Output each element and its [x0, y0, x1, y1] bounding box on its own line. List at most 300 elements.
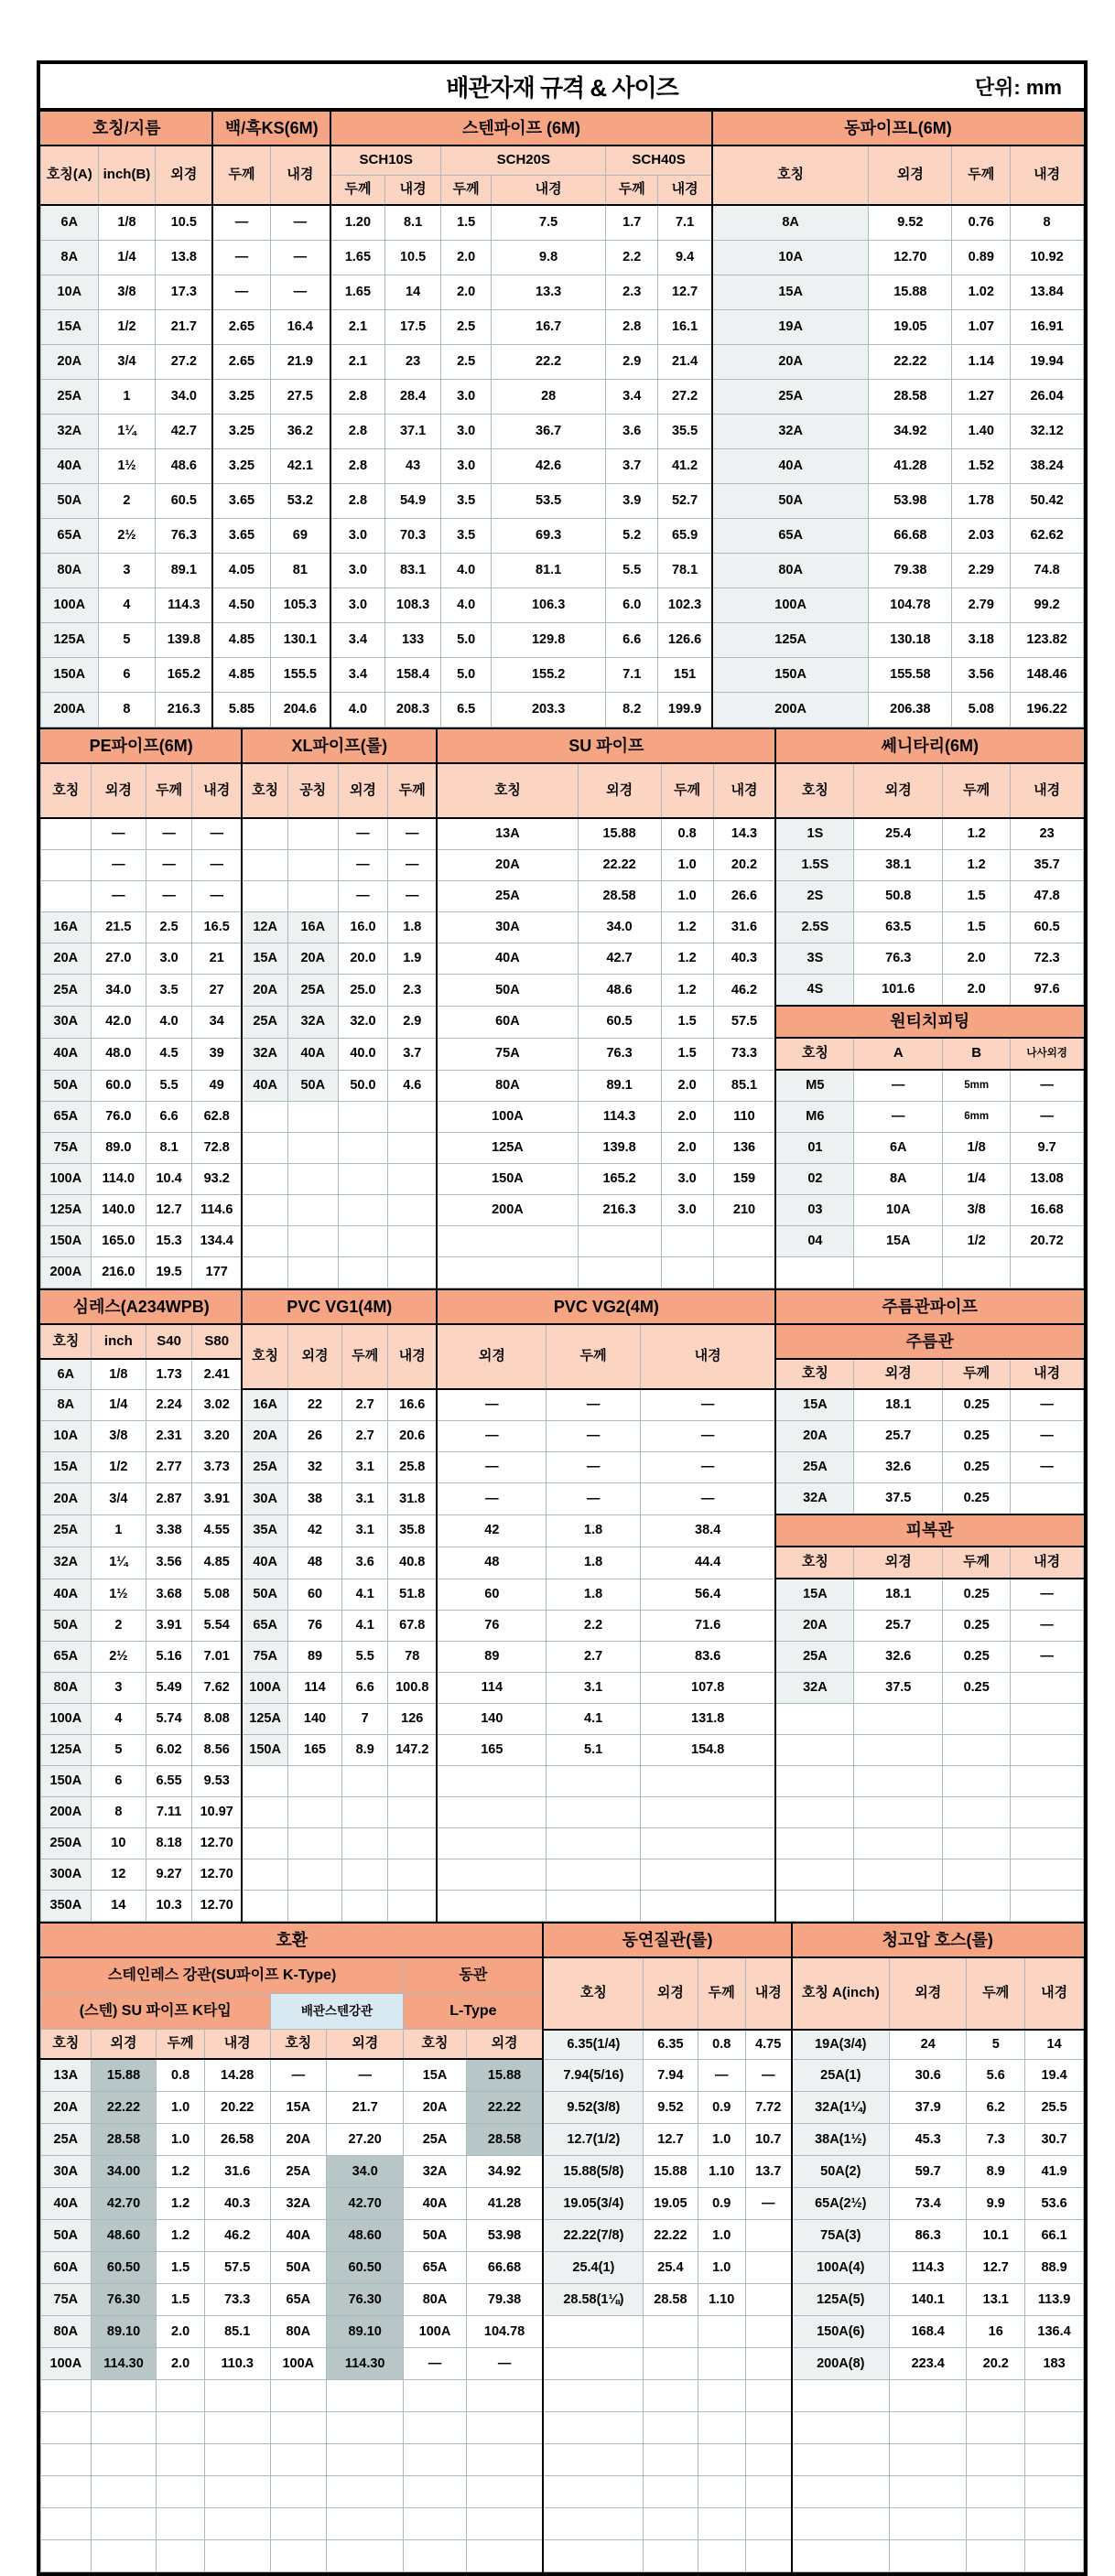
data-cell: 60A	[41, 2252, 92, 2284]
data-cell: 300A	[41, 1859, 92, 1891]
data-cell: 89.1	[578, 1070, 661, 1102]
table-body-4	[41, 1923, 1084, 2572]
data-cell: —	[547, 1452, 641, 1483]
data-cell: 3.0	[330, 554, 384, 588]
data-cell: 62.8	[192, 1102, 243, 1133]
data-cell: 8.1	[384, 205, 441, 241]
data-cell: 9.52	[869, 205, 952, 241]
data-cell	[287, 1102, 338, 1133]
data-cell: 100A	[41, 1164, 92, 1195]
data-cell: 15A	[41, 1452, 92, 1483]
data-cell	[578, 1257, 661, 1288]
data-cell: 2.31	[146, 1421, 192, 1452]
data-cell: 0.25	[943, 1642, 1011, 1673]
data-cell	[41, 2380, 92, 2412]
column-header-cell: 내경	[1011, 763, 1084, 818]
data-cell: 36.2	[270, 415, 330, 449]
data-cell: 3.20	[192, 1421, 243, 1452]
data-cell: 22.22	[578, 850, 661, 881]
data-cell: 86.3	[890, 2220, 967, 2252]
column-header-cell: 외경	[466, 2030, 543, 2060]
section-header-cell: XL파이프(롤)	[242, 728, 437, 763]
data-cell	[698, 2508, 745, 2540]
data-cell: 3.65	[212, 484, 270, 519]
data-cell: 3.7	[606, 449, 658, 484]
data-cell: 21	[192, 943, 243, 975]
data-cell: 155.58	[869, 658, 952, 693]
data-cell: 100.8	[388, 1673, 438, 1704]
data-cell	[775, 1735, 853, 1766]
data-cell: 15.88	[869, 275, 952, 310]
data-cell: 32A	[41, 415, 99, 449]
data-cell	[543, 2412, 643, 2444]
data-cell: 1.8	[547, 1514, 641, 1547]
data-cell	[41, 2412, 92, 2444]
data-cell: 41.28	[466, 2188, 543, 2220]
section-header-cell: 동연질관(롤)	[543, 1923, 791, 1957]
data-cell: 4.1	[547, 1704, 641, 1735]
data-cell	[644, 2476, 698, 2508]
data-cell: 3.1	[342, 1514, 388, 1547]
data-cell: 19.4	[1025, 2059, 1084, 2092]
data-cell: 2.8	[606, 310, 658, 345]
data-cell	[388, 1195, 438, 1226]
data-cell: 3.5	[441, 484, 492, 519]
column-header-cell: 두께	[661, 763, 713, 818]
column-header-cell: 호칭	[775, 1359, 853, 1389]
data-cell: 67.8	[388, 1611, 438, 1642]
data-cell: 30A	[41, 2156, 92, 2188]
data-cell: 37.9	[890, 2092, 967, 2124]
data-cell: 200A	[437, 1195, 578, 1226]
data-cell	[1011, 1257, 1084, 1288]
data-cell: 2.0	[661, 1133, 713, 1164]
data-cell	[404, 2412, 466, 2444]
column-header-cell: 두께	[388, 763, 438, 818]
data-cell: 100A	[242, 1673, 287, 1704]
data-cell: 2	[91, 1611, 146, 1642]
column-header-cell: 내경	[745, 1957, 791, 2030]
data-cell: 60A	[437, 1006, 578, 1038]
column-header-cell: 내경	[204, 2030, 270, 2060]
data-cell: 4.50	[212, 588, 270, 623]
data-cell: 20A	[404, 2092, 466, 2124]
data-cell: 114.3	[890, 2252, 967, 2284]
data-cell: —	[270, 2059, 327, 2092]
data-cell: 75A	[41, 1133, 92, 1164]
data-cell: 60.5	[1011, 912, 1084, 943]
data-cell: 15A	[712, 275, 869, 310]
data-cell: 6.5	[441, 693, 492, 728]
data-cell: 50A	[41, 484, 99, 519]
data-cell: 106.3	[492, 588, 606, 623]
data-cell: 83.1	[384, 554, 441, 588]
data-cell: 10A	[41, 275, 99, 310]
data-cell: 89.0	[91, 1133, 146, 1164]
data-cell: 1.14	[952, 345, 1011, 380]
data-cell: 10.4	[146, 1164, 192, 1195]
data-cell	[342, 1891, 388, 1922]
data-cell: 20A	[242, 975, 287, 1007]
data-cell	[41, 2444, 92, 2476]
data-cell: 0.9	[698, 2188, 745, 2220]
data-cell: 26.6	[713, 881, 775, 912]
column-header-cell: 두께	[547, 1324, 641, 1389]
data-cell: 36.7	[492, 415, 606, 449]
data-cell: 19.94	[1011, 345, 1084, 380]
data-cell: 199.9	[658, 693, 712, 728]
data-cell	[644, 2540, 698, 2572]
data-cell: 76.0	[91, 1102, 146, 1133]
data-cell: 2.0	[441, 275, 492, 310]
data-cell	[157, 2380, 204, 2412]
data-cell: —	[146, 818, 192, 850]
data-cell	[41, 850, 92, 881]
data-cell: 2.29	[952, 554, 1011, 588]
data-cell: 8.08	[192, 1704, 243, 1735]
data-cell: 25A	[270, 2156, 327, 2188]
data-cell: 2.7	[547, 1642, 641, 1673]
data-cell: 34.0	[91, 975, 146, 1007]
data-cell: 2.8	[330, 449, 384, 484]
data-cell	[327, 2412, 404, 2444]
data-cell: 18.1	[854, 1579, 943, 1611]
data-cell: 28.58	[466, 2124, 543, 2156]
data-cell: 25A	[712, 380, 869, 415]
section-header-cell: 심레스(A234WPB)	[41, 1289, 243, 1324]
data-cell: 32A	[270, 2188, 327, 2220]
data-cell: 20.0	[338, 943, 388, 975]
data-cell: 48	[437, 1547, 547, 1579]
data-cell: 40A	[242, 1070, 287, 1102]
data-cell	[242, 818, 287, 850]
data-cell	[890, 2380, 967, 2412]
data-cell	[1025, 2540, 1084, 2572]
data-cell: —	[270, 275, 330, 310]
data-cell: 10.3	[146, 1891, 192, 1922]
data-cell: 16A	[41, 912, 92, 943]
data-cell: 200A	[41, 693, 99, 728]
data-cell	[792, 2380, 890, 2412]
data-cell	[338, 1257, 388, 1288]
column-header-cell: 내경	[492, 176, 606, 206]
data-cell: 48.6	[156, 449, 213, 484]
data-cell	[943, 1828, 1011, 1859]
data-cell	[270, 2444, 327, 2476]
data-cell: 3.56	[146, 1547, 192, 1579]
unit-label: 단위: mm	[974, 75, 1062, 99]
data-cell: 43	[384, 449, 441, 484]
section-header-cell: 주름관	[775, 1324, 1083, 1359]
data-cell: 0.25	[943, 1421, 1011, 1452]
data-cell	[287, 881, 338, 912]
data-cell: 28.58	[578, 881, 661, 912]
data-cell: 130.1	[270, 623, 330, 658]
data-cell: 56.4	[640, 1579, 775, 1611]
data-cell: 72.8	[192, 1133, 243, 1164]
data-cell	[543, 2380, 643, 2412]
data-cell: 1/4	[91, 1389, 146, 1421]
data-cell: 4.55	[192, 1514, 243, 1547]
data-cell: 165	[437, 1735, 547, 1766]
data-cell: 40A	[270, 2220, 327, 2252]
data-cell: 165	[287, 1735, 341, 1766]
data-cell	[327, 2380, 404, 2412]
data-cell: 5.74	[146, 1704, 192, 1735]
data-cell: 16.4	[270, 310, 330, 345]
data-cell: 100A(4)	[792, 2252, 890, 2284]
data-cell: 1	[91, 1514, 146, 1547]
data-cell: 16.91	[1011, 310, 1084, 345]
data-cell: 7.3	[967, 2124, 1025, 2156]
data-cell: 73.3	[713, 1038, 775, 1070]
data-cell: 6	[98, 658, 156, 693]
data-cell: 150A	[41, 658, 99, 693]
data-cell: 4.6	[388, 1070, 438, 1102]
data-cell: 1/4	[98, 241, 156, 275]
data-cell: 42.0	[91, 1006, 146, 1038]
data-cell: 60.50	[327, 2252, 404, 2284]
column-header-cell: SCH20S	[441, 146, 606, 176]
data-cell: 1.2	[661, 912, 713, 943]
data-cell: 154.8	[640, 1735, 775, 1766]
data-cell: 53.2	[270, 484, 330, 519]
data-cell: 1.2	[943, 850, 1011, 881]
data-cell: 3.4	[330, 623, 384, 658]
data-cell: 32A	[41, 1547, 92, 1579]
data-cell: 41.2	[658, 449, 712, 484]
data-cell: 4	[91, 1704, 146, 1735]
data-cell	[854, 1797, 943, 1828]
data-cell: 114.30	[327, 2348, 404, 2380]
data-cell: 150A(6)	[792, 2316, 890, 2348]
data-cell	[242, 881, 287, 912]
data-cell: 8A	[854, 1164, 943, 1195]
data-cell	[466, 2412, 543, 2444]
data-cell: 4.5	[146, 1038, 192, 1070]
data-cell: 16A	[287, 912, 338, 943]
data-cell: 10	[91, 1828, 146, 1859]
data-cell: 158.4	[384, 658, 441, 693]
data-cell: 28.58	[644, 2284, 698, 2316]
data-cell: 100A	[712, 588, 869, 623]
data-cell: 28.58	[869, 380, 952, 415]
data-cell	[338, 1164, 388, 1195]
data-cell: 80A	[404, 2284, 466, 2316]
column-header-cell: 외경	[91, 763, 146, 818]
data-cell: 배관스텐강관	[270, 1994, 404, 2030]
data-cell: 1.73	[146, 1359, 192, 1389]
data-cell: 2.65	[212, 310, 270, 345]
data-cell: 1.5	[943, 881, 1011, 912]
data-cell: 25.4(1)	[543, 2252, 643, 2284]
data-cell: 7.94	[644, 2059, 698, 2092]
section-header-cell: PVC VG1(4M)	[242, 1289, 437, 1324]
data-cell: 80A	[41, 2316, 92, 2348]
column-header-cell: 호칭	[775, 763, 853, 818]
data-cell	[41, 2508, 92, 2540]
data-cell: 1.8	[547, 1547, 641, 1579]
data-cell: 1.0	[698, 2220, 745, 2252]
data-cell	[91, 2412, 157, 2444]
data-cell	[327, 2444, 404, 2476]
data-cell: 0.25	[943, 1452, 1011, 1483]
data-cell: 100A	[404, 2316, 466, 2348]
data-cell: 107.8	[640, 1673, 775, 1704]
data-cell: 22.22	[869, 345, 952, 380]
data-cell: —	[212, 205, 270, 241]
data-cell: 2.5S	[775, 912, 853, 943]
data-cell	[661, 1226, 713, 1257]
data-cell	[157, 2412, 204, 2444]
data-cell	[578, 1226, 661, 1257]
data-cell: 1.07	[952, 310, 1011, 345]
data-cell: 04	[775, 1226, 853, 1257]
data-cell: 1.2	[157, 2220, 204, 2252]
data-cell: 24	[890, 2030, 967, 2060]
data-cell: 69	[270, 519, 330, 554]
data-cell: 3/4	[98, 345, 156, 380]
data-cell: 22	[287, 1389, 341, 1421]
data-cell: 41.28	[869, 449, 952, 484]
data-cell: 8.56	[192, 1735, 243, 1766]
data-cell: 3.4	[606, 380, 658, 415]
title-bar	[40, 64, 1084, 110]
data-cell: 32A	[287, 1006, 338, 1038]
data-cell: 210	[713, 1195, 775, 1226]
data-cell: 5.1	[547, 1735, 641, 1766]
data-cell: 89.10	[327, 2316, 404, 2348]
data-cell: —	[327, 2059, 404, 2092]
data-cell	[41, 818, 92, 850]
table-body-3	[41, 1289, 1084, 1922]
column-header-cell: 호칭(A)	[41, 146, 99, 205]
data-cell	[890, 2508, 967, 2540]
data-cell: 42.7	[578, 943, 661, 975]
data-cell: 80A	[41, 554, 99, 588]
data-cell: 40.0	[338, 1038, 388, 1070]
data-cell: 1.2	[661, 975, 713, 1007]
data-cell: 14.3	[713, 818, 775, 850]
data-cell: 1.10	[698, 2156, 745, 2188]
data-cell: 50A	[404, 2220, 466, 2252]
data-cell	[713, 1226, 775, 1257]
data-cell: 2.77	[146, 1452, 192, 1483]
section-header-cell: 주름관파이프	[775, 1289, 1083, 1324]
data-cell: 25.0	[338, 975, 388, 1007]
data-cell: 2.24	[146, 1389, 192, 1421]
data-cell: 2.7	[342, 1389, 388, 1421]
data-cell: 12.7	[967, 2252, 1025, 2284]
data-cell: 41.9	[1025, 2156, 1084, 2188]
data-cell: 1.5	[661, 1006, 713, 1038]
data-cell: 44.4	[640, 1547, 775, 1579]
data-cell: 6.0	[606, 588, 658, 623]
data-cell	[1025, 2476, 1084, 2508]
data-cell	[775, 1828, 853, 1859]
data-cell	[890, 2412, 967, 2444]
data-cell: 20.6	[388, 1421, 438, 1452]
data-cell	[644, 2380, 698, 2412]
data-cell	[287, 1797, 341, 1828]
data-cell	[338, 1102, 388, 1133]
data-cell	[287, 850, 338, 881]
data-cell: 39	[192, 1038, 243, 1070]
data-cell: 165.2	[156, 658, 213, 693]
data-cell: 125A	[712, 623, 869, 658]
data-cell: 40.3	[713, 943, 775, 975]
data-cell: 6mm	[943, 1102, 1011, 1133]
data-cell: 1.8	[388, 912, 438, 943]
data-cell	[792, 2476, 890, 2508]
data-cell: 20.72	[1011, 1226, 1084, 1257]
data-cell: 17.5	[384, 310, 441, 345]
data-cell: 3	[91, 1673, 146, 1704]
column-header-cell: 호칭	[242, 763, 287, 818]
data-cell: 30.6	[890, 2059, 967, 2092]
data-cell	[242, 1226, 287, 1257]
data-cell: 32.6	[854, 1642, 943, 1673]
data-cell: 50A(2)	[792, 2156, 890, 2188]
data-cell: 89.10	[91, 2316, 157, 2348]
column-header-cell: 호칭	[41, 763, 92, 818]
data-cell: 1.65	[330, 241, 384, 275]
data-cell: 5.5	[146, 1070, 192, 1102]
data-cell: 15A	[854, 1226, 943, 1257]
data-cell: 4.0	[441, 554, 492, 588]
data-cell: 25A	[775, 1642, 853, 1673]
data-cell: 53.98	[466, 2220, 543, 2252]
data-cell	[466, 2540, 543, 2572]
data-cell: 100A	[41, 2348, 92, 2380]
data-cell: 28.4	[384, 380, 441, 415]
data-cell: 1.27	[952, 380, 1011, 415]
data-cell	[287, 1766, 341, 1797]
data-cell: 148.46	[1011, 658, 1084, 693]
data-cell: —	[640, 1421, 775, 1452]
data-cell: —	[640, 1483, 775, 1515]
data-cell: 110	[713, 1102, 775, 1133]
column-header-cell: 외경	[644, 1957, 698, 2030]
data-cell: 0.8	[698, 2030, 745, 2060]
data-cell: 10A	[854, 1195, 943, 1226]
data-cell: 62.62	[1011, 519, 1084, 554]
data-cell: 177	[192, 1257, 243, 1288]
data-cell: —	[270, 241, 330, 275]
data-cell: 114	[287, 1673, 341, 1704]
data-cell: 12.7	[146, 1195, 192, 1226]
data-cell: 79.38	[869, 554, 952, 588]
data-cell: 16.7	[492, 310, 606, 345]
data-cell	[640, 1891, 775, 1922]
data-cell: 32A	[242, 1038, 287, 1070]
data-cell: 15.88	[91, 2059, 157, 2092]
data-cell: —	[547, 1421, 641, 1452]
data-cell	[698, 2444, 745, 2476]
data-cell: 71.6	[640, 1611, 775, 1642]
data-cell	[327, 2540, 404, 2572]
data-cell: 6.35	[644, 2030, 698, 2060]
data-cell: 03	[775, 1195, 853, 1226]
data-cell: 3.1	[342, 1452, 388, 1483]
data-cell: 65A	[404, 2252, 466, 2284]
data-cell: 32.12	[1011, 415, 1084, 449]
data-cell	[437, 1828, 547, 1859]
data-cell: 40A	[242, 1547, 287, 1579]
data-cell: 14	[91, 1891, 146, 1922]
data-cell: —	[192, 818, 243, 850]
data-cell: 104.78	[869, 588, 952, 623]
